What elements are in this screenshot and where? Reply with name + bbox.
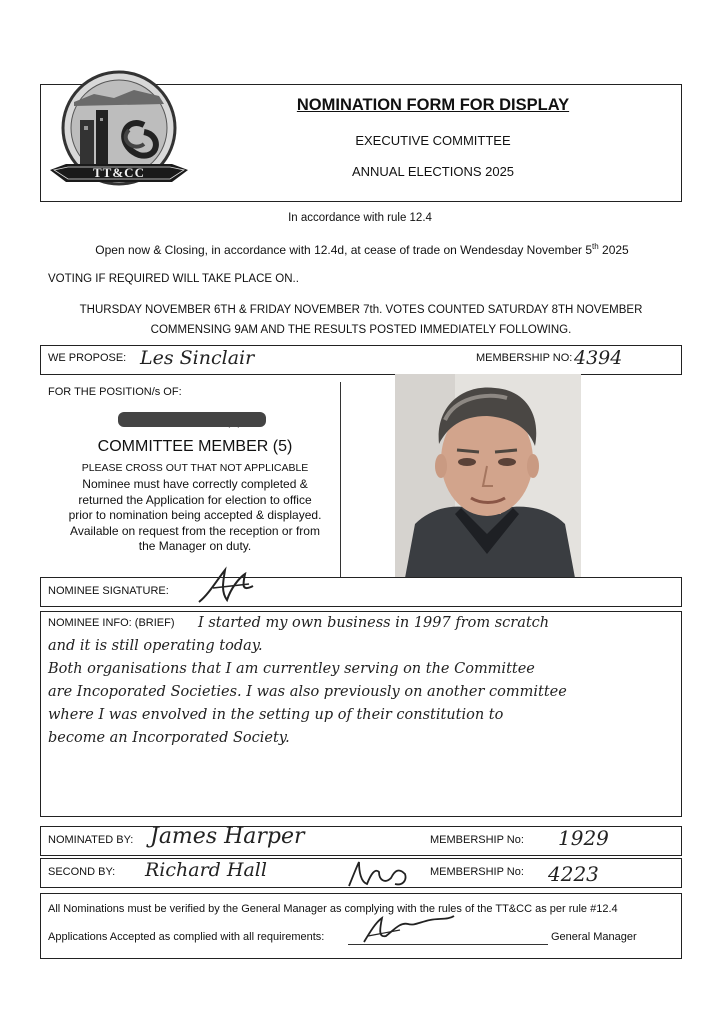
signature-label: NOMINEE SIGNATURE: xyxy=(48,585,169,597)
nominee-info-label: NOMINEE INFO: (BRIEF) xyxy=(48,617,175,629)
nominated-membership-label: MEMBERSHIP No: xyxy=(430,834,524,846)
nominated-label: NOMINATED BY: xyxy=(48,834,134,846)
rule-line: In accordance with rule 12.4 xyxy=(288,212,432,224)
signature-scribble-icon xyxy=(195,566,265,606)
info-line: I started my own business in 1997 from scratch xyxy=(198,615,550,631)
info-line: and it is still operating today. xyxy=(48,638,263,654)
position-note-line: prior to nomination being accepted & displayed. xyxy=(68,508,322,522)
dates-line-2: COMMENSING 9AM AND THE RESULTS POSTED IMMEDIATELY FOLLOWING. xyxy=(150,324,572,336)
nominee-signature[interactable] xyxy=(195,566,265,606)
propose-label: WE PROPOSE: xyxy=(48,352,127,364)
info-line: become an Incorporated Society. xyxy=(48,730,290,746)
second-label: SECOND BY: xyxy=(48,866,116,878)
header-subtitle-elections: ANNUAL ELECTIONS 2025 xyxy=(351,164,515,179)
dates-line-1: THURSDAY NOVEMBER 6TH & FRIDAY NOVEMBER 7th. VOTES COUNTED SATURDAY 8TH NOVEMBER xyxy=(79,304,643,316)
info-line: Both organisations that I am currentley serving on the Committee xyxy=(48,661,535,677)
cross-out-note: PLEASE CROSS OUT THAT NOT APPLICABLE xyxy=(81,462,309,474)
second-name[interactable]: Richard Hall xyxy=(145,859,267,881)
manager-signature[interactable] xyxy=(360,912,460,946)
nominated-membership-number[interactable]: 1929 xyxy=(558,826,609,850)
proposed-name[interactable]: Les Sinclair xyxy=(140,347,255,369)
crossout-scribble xyxy=(118,412,266,427)
position-label: FOR THE POSITION/s OF: xyxy=(48,386,182,398)
open-closing-sup: th xyxy=(592,242,599,251)
position-note-line: the Manager on duty. xyxy=(138,539,252,553)
nominee-photo xyxy=(395,374,581,578)
open-closing-year: 2025 xyxy=(598,243,629,257)
logo-text: TT&CC xyxy=(93,165,145,180)
open-closing-line xyxy=(30,242,694,257)
info-line: are Incoporated Societies. I was also previously on another committee xyxy=(48,684,567,700)
position-note-line: Nominee must have correctly completed & xyxy=(82,477,308,491)
header-subtitle-committee: EXECUTIVE COMMITTEE xyxy=(355,133,511,148)
signature-scribble-icon xyxy=(345,858,415,890)
membership-number[interactable]: 4394 xyxy=(574,347,623,369)
membership-label: MEMBERSHIP NO: xyxy=(476,352,573,364)
info-line: where I was envolved in the setting up of their constitution to xyxy=(48,707,504,723)
accepted-text: Applications Accepted as complied with all requirements: xyxy=(48,931,325,943)
voting-line: VOTING IF REQUIRED WILL TAKE PLACE ON.. xyxy=(48,273,299,285)
position-note-line: Available on request from the reception or from xyxy=(70,523,320,538)
open-closing-text: Open now & Closing, in accordance with 12.4d, at cease of trade on Wendesday November 5 xyxy=(95,243,593,257)
page-title: NOMINATION FORM FOR DISPLAY xyxy=(296,96,570,114)
nominee-portrait-icon xyxy=(395,374,581,578)
verification-text: All Nominations must be verified by the General Manager as complying with the rules of the TT&CC as per rule #12.4 xyxy=(48,903,618,915)
position-note-line: returned the Application for election to office xyxy=(78,492,312,507)
nominated-name[interactable]: James Harper xyxy=(150,824,305,849)
position-committee-member: COMMITTEE MEMBER (5) xyxy=(97,438,293,455)
club-logo xyxy=(44,70,194,200)
general-manager-label: General Manager xyxy=(551,931,637,943)
second-signature[interactable] xyxy=(345,858,415,890)
second-membership-number[interactable]: 4223 xyxy=(548,862,599,886)
second-membership-label: MEMBERSHIP No: xyxy=(430,866,524,878)
nominee-info-text[interactable] xyxy=(48,612,678,750)
signature-scribble-icon xyxy=(360,912,460,946)
position-notes xyxy=(40,477,350,555)
